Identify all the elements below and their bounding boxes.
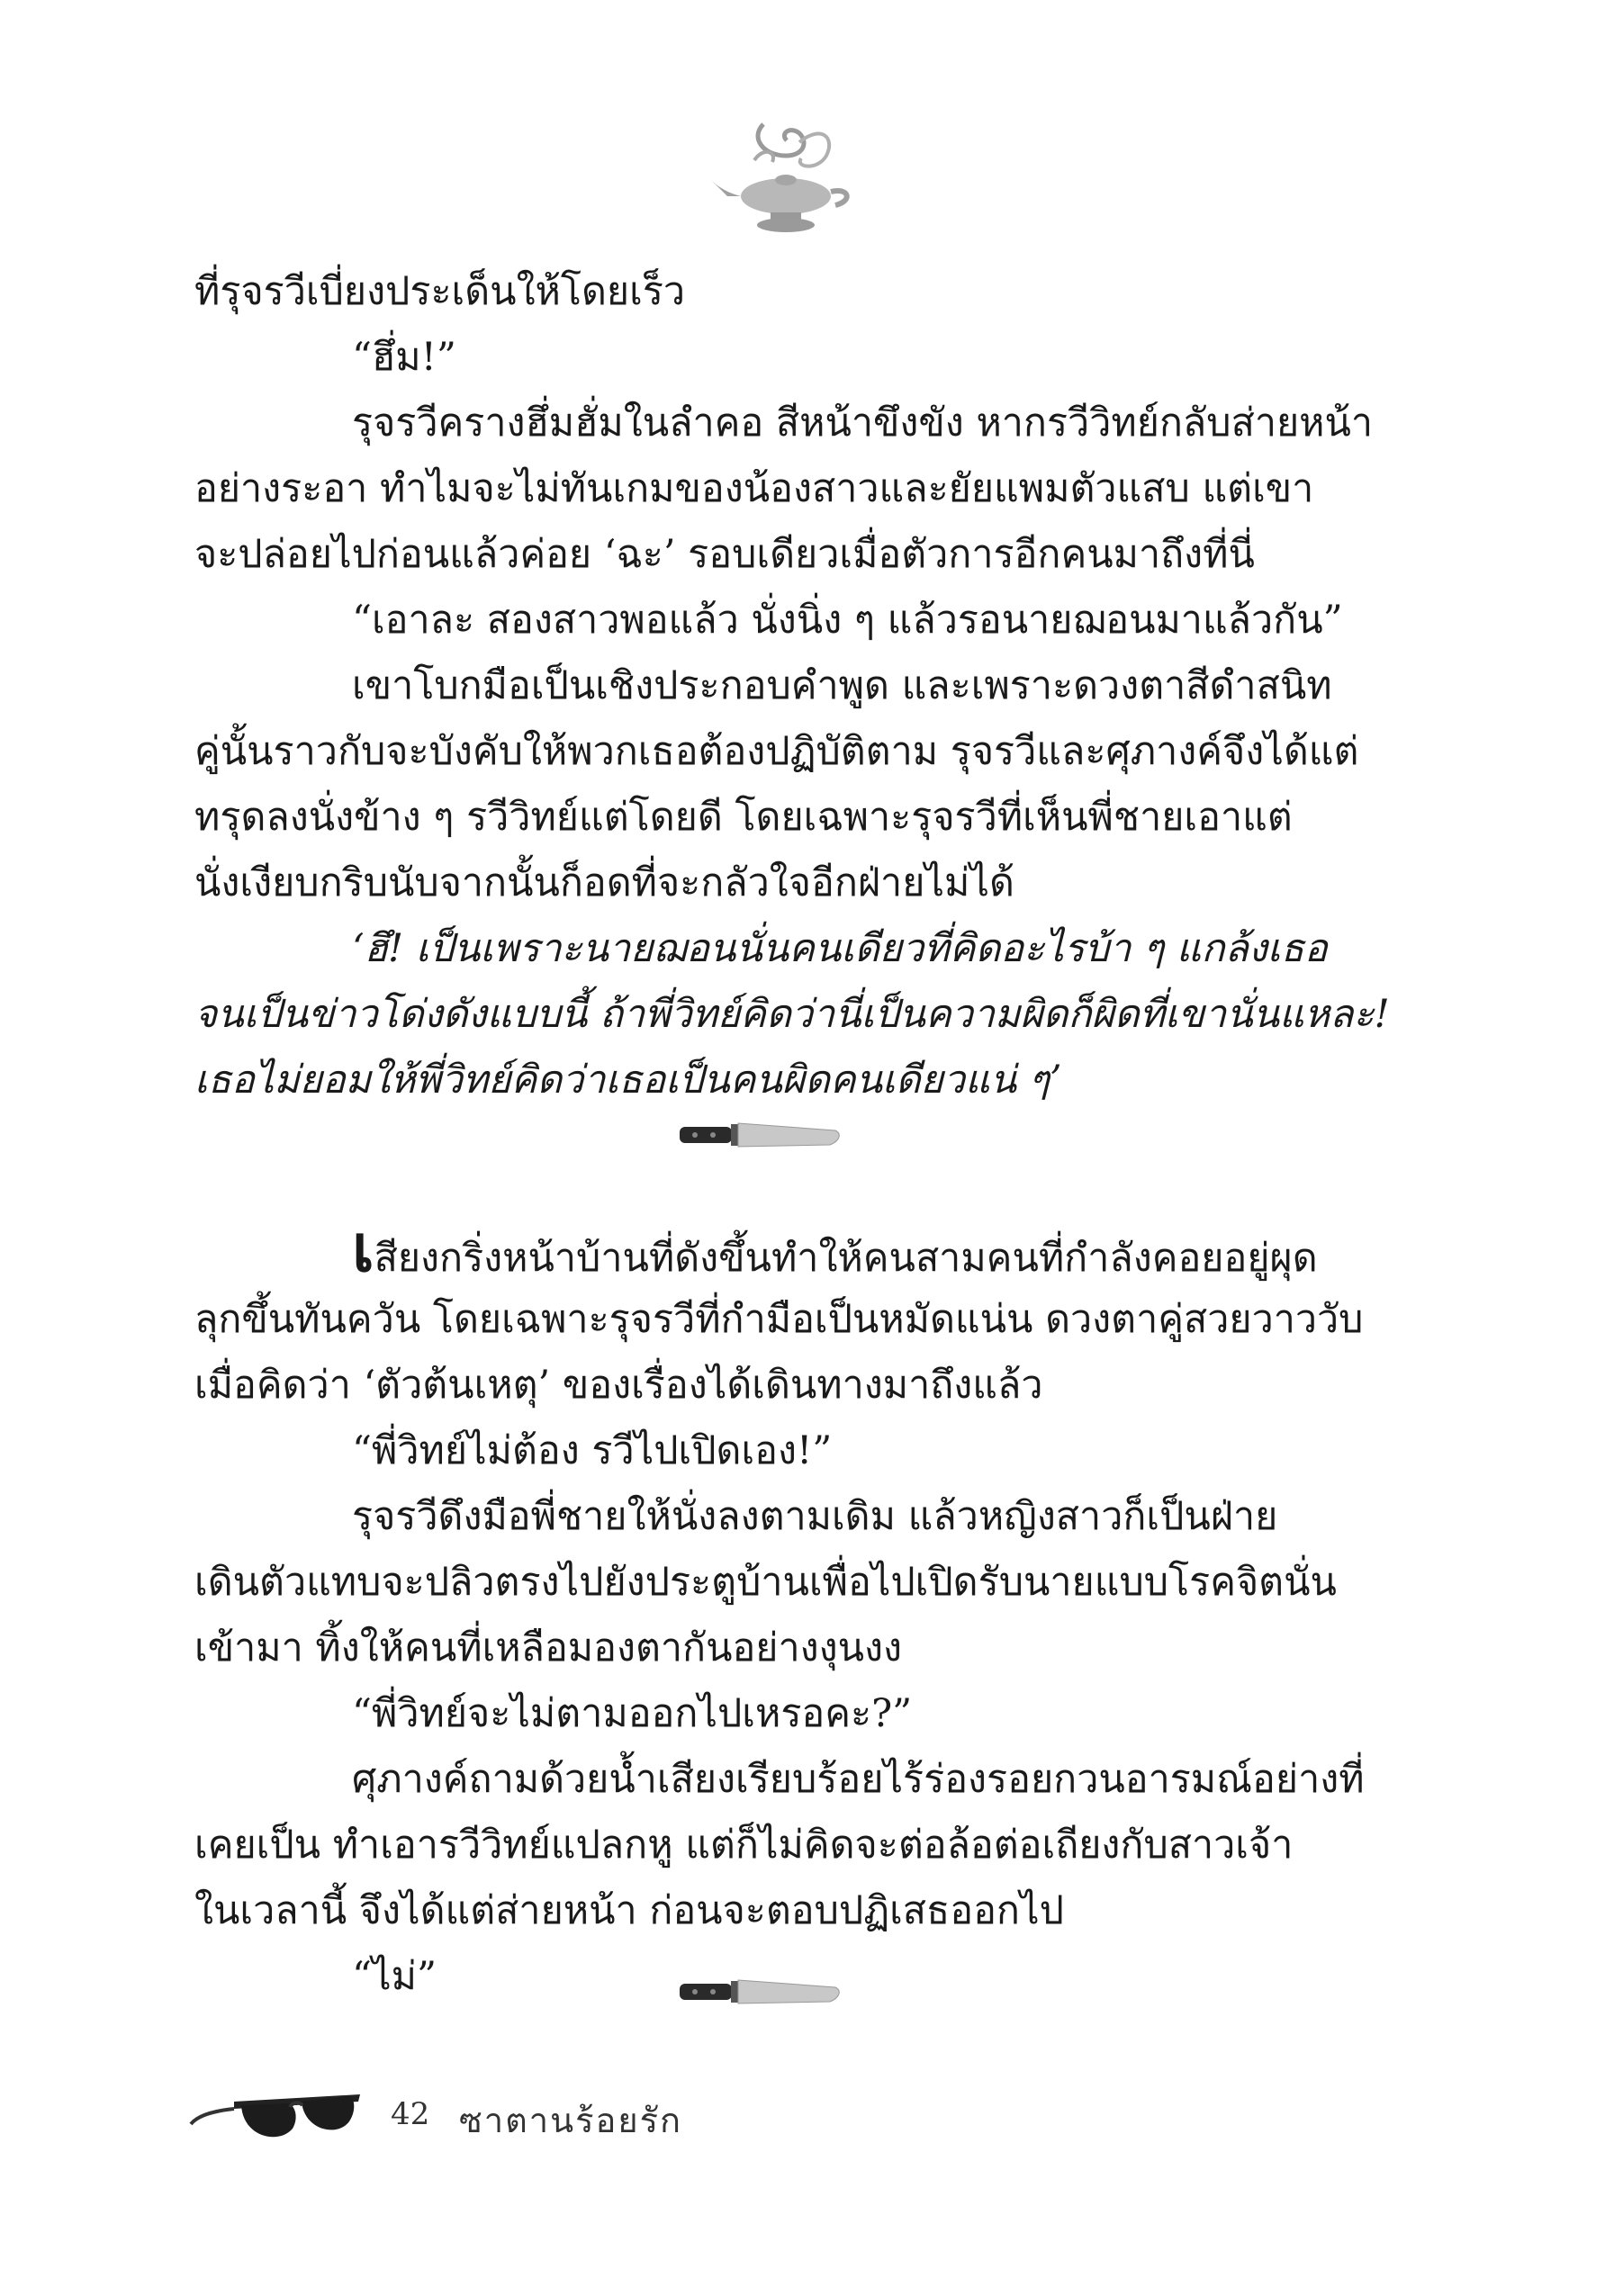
- dropcap-line-text: สียงกริ่งหน้าบ้านที่ดังขึ้นทำให้คนสามคนที่กำลังคอยอยู่ผุด: [374, 1236, 1318, 1281]
- sunglasses-icon: [189, 2075, 369, 2151]
- paragraph-line: รุจรวีดึงมือพี่ชายให้นั่งลงตามเดิม แล้วหญิงสาวก็เป็นฝ่าย: [352, 1494, 1278, 1539]
- paragraph-line: จนเป็นข่าวโด่งดังแบบนี้ ถ้าพี่วิทย์คิดว่านี่เป็นความผิดก็ผิดที่เขานั่นแหละ!: [194, 992, 1390, 1037]
- paragraph-line: “พี่วิทย์จะไม่ตามออกไปเหรอคะ?”: [352, 1691, 913, 1736]
- knife-icon: [675, 1971, 846, 2016]
- knife-icon: [675, 1114, 846, 1159]
- paragraph-line: “ฮึ่ม!”: [352, 335, 456, 380]
- paragraph-line: เขาโบกมือเป็นเชิงประกอบคำพูด และเพราะดวงตาสีดำสนิท: [352, 663, 1332, 708]
- genie-lamp-icon: [700, 106, 862, 241]
- paragraph-line: “เอาละ สองสาวพอแล้ว นั่งนิ่ง ๆ แล้วรอนายฌอนมาแล้วกัน”: [352, 598, 1343, 643]
- paragraph-line: ลุกขึ้นทันควัน โดยเฉพาะรุจรวีที่กำมือเป็นหมัดแน่น ดวงตาคู่สวยวาววับ: [194, 1297, 1364, 1342]
- paragraph-line: ‘ฮึ! เป็นเพราะนายฌอนนั่นคนเดียวที่คิดอะไรบ้า ๆ แกล้งเธอ: [352, 926, 1328, 971]
- paragraph-line: นั่งเงียบกริบนับจากนั้นก็อดที่จะกลัวใจอีกฝ่ายไม่ได้: [194, 860, 1014, 905]
- paragraph-line: ทรุดลงนั่งข้าง ๆ รวีวิทย์แต่โดยดี โดยเฉพาะรุจรวีที่เห็นพี่ชายเอาแต่: [194, 795, 1293, 840]
- paragraph-line: เธอไม่ยอมให้พี่วิทย์คิดว่าเธอเป็นคนผิดคนเดียวแน่ ๆ’: [194, 1058, 1062, 1103]
- page-footer: [189, 2075, 819, 2156]
- dropcap: เ: [352, 1211, 374, 1286]
- page-number: 42: [391, 2096, 430, 2132]
- paragraph-line: ในเวลานี้ จึงได้แต่ส่ายหน้า ก่อนจะตอบปฏิเสธออกไป: [194, 1888, 1064, 1933]
- paragraph-line: รุจรวีครางฮึ่มฮั่มในลำคอ สีหน้าขึงขัง หากรวีวิทย์กลับส่ายหน้า: [352, 401, 1374, 446]
- paragraph-line: จะปล่อยไปก่อนแล้วค่อย ‘ฉะ’ รอบเดียวเมื่อตัวการอีกคนมาถึงที่นี่: [194, 532, 1255, 577]
- paragraph-line: คู่นั้นราวกับจะบังคับให้พวกเธอต้องปฏิบัติตาม รุจรวีและศุภางค์จึงได้แต่: [194, 729, 1359, 774]
- paragraph-line: ที่รุจรวีเบี่ยงประเด็นให้โดยเร็ว: [194, 269, 686, 314]
- book-title: ซาตานร้อยรัก: [459, 2101, 683, 2140]
- paragraph-line: เมื่อคิดว่า ‘ตัวต้นเหตุ’ ของเรื่องได้เดินทางมาถึงแล้ว: [194, 1363, 1043, 1408]
- text-block-1: [194, 259, 1390, 1113]
- paragraph-line: “พี่วิทย์ไม่ต้อง รวีไปเปิดเอง!”: [352, 1428, 833, 1473]
- paragraph-line: เข้ามา ทิ้งให้คนที่เหลือมองตากันอย่างงุนงง: [194, 1625, 903, 1670]
- text-block-2: [194, 1211, 1365, 2010]
- paragraph-line: เดินตัวแทบจะปลิวตรงไปยังประตูบ้านเพื่อไปเปิดรับนายแบบโรคจิตนั่น: [194, 1560, 1337, 1605]
- paragraph-line: ศุภางค์ถามด้วยน้ำเสียงเรียบร้อยไร้ร่องรอยกวนอารมณ์อย่างที่: [352, 1757, 1365, 1802]
- paragraph-line: [194, 1211, 1365, 1287]
- paragraph-line: “ไม่”: [352, 1954, 437, 1999]
- paragraph-line: เคยเป็น ทำเอารวีวิทย์แปลกหู แต่ก็ไม่คิดจะต่อล้อต่อเถียงกับสาวเจ้า: [194, 1823, 1294, 1868]
- paragraph-line: อย่างระอา ทำไมจะไม่ทันเกมของน้องสาวและยัยแพมตัวแสบ แต่เขา: [194, 466, 1314, 511]
